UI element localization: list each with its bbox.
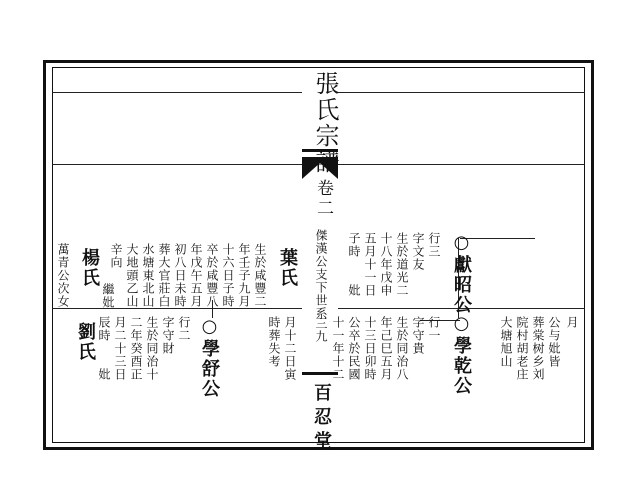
- ye-line-1: 生於咸豐二: [253, 243, 267, 308]
- burial-line-1: 月: [565, 316, 579, 329]
- xueshu-line-6: 辰時 妣: [97, 316, 111, 381]
- xueqian-line-5: 十三日卯時: [363, 316, 377, 381]
- ye-line-3: 十六日子時: [221, 243, 235, 308]
- xianzhao-line-2: 字文友: [411, 232, 425, 271]
- page-number: 三九: [314, 317, 328, 343]
- xianzhao-line-6: 子時 妣: [347, 232, 361, 297]
- rule-right-upper: [338, 164, 585, 165]
- volume-label: 卷二: [313, 179, 333, 219]
- person-name-xueshu: ○學舒公: [199, 316, 220, 399]
- rule-left-top: [52, 92, 302, 93]
- xueqian-line-9: 時葬失考: [267, 316, 281, 368]
- rule-right-top: [338, 92, 585, 93]
- burial-line-4: 院村胡老庄: [515, 316, 529, 381]
- person-name-xueqian: ○學乾公: [451, 313, 472, 396]
- genealogy-title: 張氏宗譜: [311, 71, 339, 175]
- section-label: 傑漢公支下世系: [314, 229, 328, 320]
- xueqian-line-4: 年己巳五月: [379, 316, 393, 381]
- xueshu-line-1: 行二: [177, 316, 191, 342]
- ye-line-2: 年壬子九月: [237, 243, 251, 308]
- xianzhao-line-3: 生於道光二: [395, 232, 409, 297]
- xianzhao-line-1: 行三: [427, 232, 441, 258]
- ye-line-4: 卒於咸豐八: [205, 243, 219, 308]
- hall-name: 百忍堂: [311, 383, 332, 455]
- ye-line-9: 大地頭乙山: [125, 243, 139, 308]
- ye-line-6: 初八日未時: [173, 243, 187, 308]
- xueshu-line-3: 生於同治十: [145, 316, 159, 381]
- ancestor-marker-icon: ○: [199, 316, 220, 339]
- xianzhao-line-4: 十八年戊申: [379, 232, 393, 297]
- person-name-yang: 楊氏: [79, 248, 100, 288]
- person-name-xianzhao: ○獻昭公: [451, 232, 472, 315]
- xueqian-line-1: 行一: [427, 316, 441, 342]
- xianzhao-line-5: 五月十一日: [363, 232, 377, 297]
- book-spine: [302, 67, 339, 455]
- burial-line-3: 葬棠树乡刘: [531, 316, 545, 381]
- burial-line-5: 大塘旭山: [499, 316, 513, 368]
- burial-line-2: 公与妣皆: [547, 316, 561, 368]
- rule-left-upper: [52, 164, 302, 165]
- ye-line-10: 辛向: [109, 243, 123, 269]
- ye-line-7: 葬大官莊白: [157, 243, 171, 308]
- yang-line-1: 萬青公次女: [56, 243, 70, 308]
- rule-left-mid: [52, 308, 302, 309]
- xueshu-line-4: 二年癸酉正: [129, 316, 143, 381]
- xueqian-line-3: 生於同治八: [395, 316, 409, 381]
- xueqian-line-6: 公卒於民國: [347, 316, 361, 381]
- ye-line-8: 水塘東北山: [141, 243, 155, 308]
- xueshu-line-2: 字守財: [161, 316, 175, 355]
- ye-line-11: 繼妣: [101, 283, 115, 309]
- ye-line-5: 年戊午五月: [189, 243, 203, 308]
- xueqian-line-8: 月十二日寅: [283, 316, 297, 381]
- xueshu-line-5: 月二十三日: [113, 316, 127, 381]
- person-name-ye: 葉氏: [277, 248, 298, 288]
- xueqian-line-2: 字守貴: [411, 316, 425, 355]
- person-name-liu: 劉氏: [75, 322, 96, 362]
- ancestor-marker-icon: ○: [451, 313, 472, 336]
- xueqian-line-7: 十一年十二: [331, 316, 345, 381]
- ancestor-marker-icon: ○: [451, 232, 472, 255]
